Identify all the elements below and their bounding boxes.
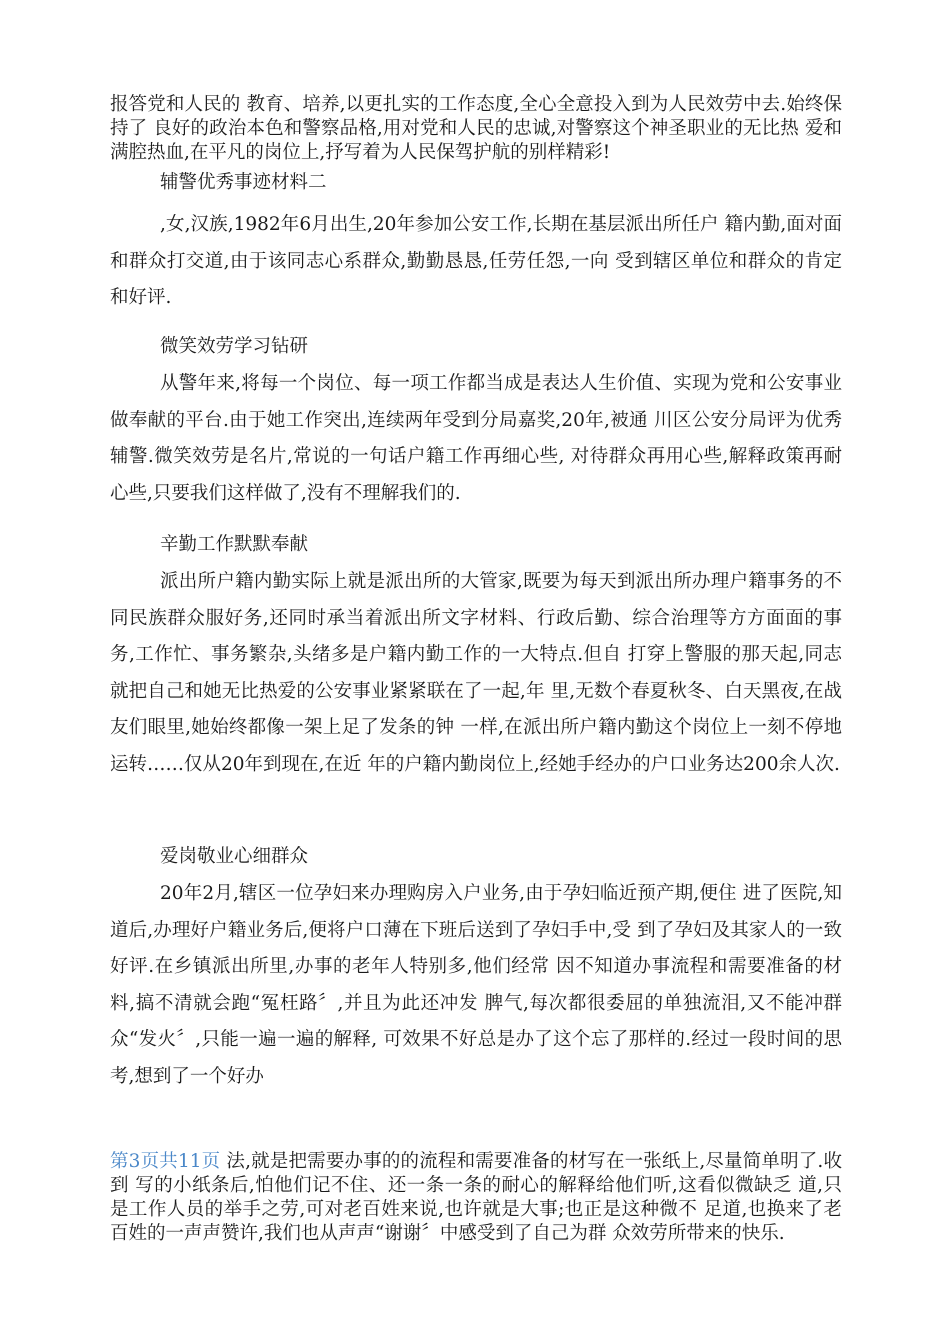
section-heading-dedication: 爱岗敬业心细群众 xyxy=(160,846,309,867)
continuation-paragraph xyxy=(110,1150,842,1246)
section-heading-diligent-work: 辛勤工作默默奉献 xyxy=(160,534,309,555)
section-heading-smile-service: 微笑效劳学习钻研 xyxy=(160,336,309,357)
section-body-diligent-work: 派出所户籍内勤实际上就是派出所的大管家,既要为每天到派出所办理户籍事务的不同民族群众服好务,还同时承当着派出所文字材料、行政后勤、综合治理等方方面面的事务,工作忙、事务繁杂,头绪多是户籍内勤工作的一大特点.但自 打穿上警服的那天起,同志就把自己和她无比热爱的公安事业紧紧联在了一起,年 里,无数个春夏秋冬、白天黑夜,在战友们眼里,她始终都像一架上足了发条的钟 一样,在派出所户籍内勤这个岗位上一刻不停地运转……仅从20年到现在,在近 年的户籍内勤岗位上,经她手经办的户口业务达200余人次. xyxy=(110,571,842,775)
intro-paragraph: 报答党和人民的 教育、培养,以更扎实的工作态度,全心全意投入到为人民效劳中去.始终保持了 良好的政治本色和警察品格,用对党和人民的忠诚,对警察这个神圣职业的无比热 爱和满腔热血,在平凡的岗位上,抒写着为人民保驾护航的别样精彩! xyxy=(110,94,842,163)
document-title: 辅警优秀事迹材料二 xyxy=(160,172,327,193)
section-body-dedication: 20年2月,辖区一位孕妇来办理购房入户业务,由于孕妇临近预产期,便住 进了医院,知道后,办理好户籍业务后,便将户口薄在下班后送到了孕妇手中,受 到了孕妇及其家人的一致好评.在乡镇派出所里,办事的老年人特别多,他们经常 因不知道办事流程和需要准备的材料,搞不清就会跑“冤枉路〞,并且为此还冲发 脾气,每次都很委屈的单独流泪,又不能冲群众“发火〞,只能一遍一遍的解释, 可效果不好总是办了这个忘了那样的.经过一段时间的思考,想到了一个好办 xyxy=(110,883,842,1087)
profile-paragraph: ,女,汉族,1982年6月出生,20年参加公安工作,长期在基层派出所任户 籍内勤,面对面和群众打交道,由于该同志心系群众,勤勤恳恳,任劳任怨,一向 受到辖区单位和群众的肯定和好评. xyxy=(110,214,842,308)
page-number-label: 第3页共11页 xyxy=(110,1151,221,1172)
continuation-text: 法,就是把需要办事的的流程和需要准备的材写在一张纸上,尽量简单明了.收到 写的小纸条后,怕他们记不住、还一条一条的耐心的解释给他们听,这看似微缺乏 道,只是工作人员的举手之劳,可对老百姓来说,也许就是大事;也正是这种微不 足道,也换来了老百姓的一声声赞许,我们也从声声“谢谢〞中感受到了自己为群 众效劳所带来的快乐. xyxy=(110,1151,842,1244)
section-body-smile-service: 从警年来,将每一个岗位、每一项工作都当成是表达人生价值、实现为党和公安事业做奉献的平台.由于她工作突出,连续两年受到分局嘉奖,20年,被通 川区公安分局评为优秀辅警.微笑效劳是名片,常说的一句话户籍工作再细心些, 对待群众再用心些,解释政策再耐心些,只要我们这样做了,没有不理解我们的. xyxy=(110,373,842,504)
